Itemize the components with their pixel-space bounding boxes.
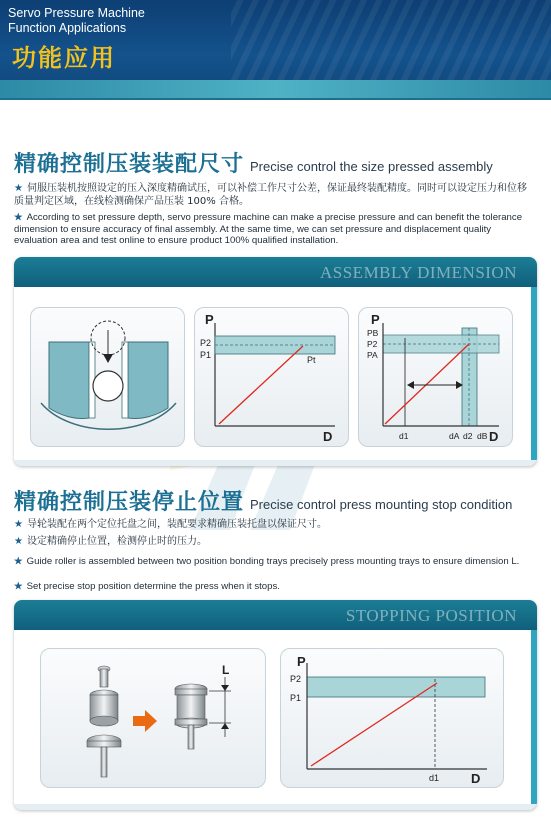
section2-bullet-cn1-text: 导轮装配在两个定位托盘之间，装配要求精确压装托盘以保证尺寸。 xyxy=(26,519,327,530)
section1-bullet-cn xyxy=(14,182,536,208)
header-title-en-line2: Function Applications xyxy=(8,21,127,35)
pressure-chart-1-svg xyxy=(195,308,349,447)
header-bottom-band xyxy=(0,80,551,100)
star-icon: ★ xyxy=(14,212,23,223)
chart1-y-label: P xyxy=(205,312,214,327)
panel-bottom-bar xyxy=(14,460,537,466)
panel-accent-bar xyxy=(531,287,537,466)
stop-chart-y-label: P xyxy=(297,654,306,669)
chart1-pt-label: Pt xyxy=(307,355,316,365)
chart2-da-label: dA xyxy=(449,431,460,441)
section2-title xyxy=(14,485,512,516)
stop-chart-p2-label: P2 xyxy=(290,674,302,684)
header-title-cn: 功能应用 xyxy=(12,44,116,72)
chart2-x-label: D xyxy=(489,429,499,444)
pressure-chart-2 xyxy=(358,307,513,447)
chart2-pb-label: PB xyxy=(367,328,379,338)
star-icon: ★ xyxy=(14,536,23,547)
section1-title-cn: 精确控制压装装配尺寸 xyxy=(14,152,245,177)
stop-chart-d1-label: d1 xyxy=(429,773,440,783)
roller-press-drawing xyxy=(41,649,266,788)
stop-position-chart-svg xyxy=(281,649,504,788)
panel-accent-bar xyxy=(531,630,537,810)
chart1-p2-label: P2 xyxy=(200,338,212,348)
chart2-d2-label: d2 xyxy=(463,431,473,441)
chart2-d1-label: d1 xyxy=(399,431,409,441)
chart2-p2-label: P2 xyxy=(367,339,378,349)
star-icon: ★ xyxy=(14,519,23,530)
stop-position-chart xyxy=(280,648,504,788)
section2-bullet-cn2 xyxy=(14,535,536,548)
roller-illustration xyxy=(40,648,266,788)
stopping-position-panel xyxy=(14,600,537,810)
section2-title-en: Precise control press mounting stop condition xyxy=(250,497,513,512)
section1-bullet-cn-text: 伺服压装机按照设定的压入深度精确试压，可以补偿工作尺寸公差，保证最终装配精度。同时可以设定压力和位移质量判定区域，在线检测确保产品压装 100% 合格。 xyxy=(14,183,527,207)
assembly-dimension-panel xyxy=(14,257,537,466)
dimension-l-label: L xyxy=(222,663,230,677)
panel-title: STOPPING POSITION xyxy=(345,606,517,625)
chart2-db-label: dB xyxy=(477,431,488,441)
section2-title-cn: 精确控制压装停止位置 xyxy=(14,490,245,515)
chart2-pa-label: PA xyxy=(367,350,378,360)
header-bottom-line xyxy=(0,98,551,100)
panel-bottom-bar xyxy=(14,804,537,810)
section1-bullet-en-text: According to set pressure depth, servo pressure machine can make a precise pressure and can benefit the tolerance dimension to ensure accuracy of final assembly. At the same time, we can set pressure and displacement quality evaluation area and test online to ensure product 100% qualified installation. xyxy=(14,212,523,246)
header-title-en-line1: Servo Pressure Machine xyxy=(8,6,145,20)
section1-bullet-en xyxy=(14,212,536,247)
header-banner xyxy=(0,0,551,100)
star-icon: ★ xyxy=(14,183,23,194)
star-icon: ★ xyxy=(14,556,23,567)
chart2-y-label: P xyxy=(371,312,380,327)
section2-bullet-en2-text: Set precise stop position determine the press when it stops. xyxy=(26,581,280,592)
chart1-p1-label: P1 xyxy=(200,350,212,360)
assembly-illustration xyxy=(30,307,185,447)
ball-press-drawing xyxy=(31,308,185,447)
section1-title-en: Precise control the size pressed assembly xyxy=(250,159,493,174)
section2-bullet-cn1 xyxy=(14,518,536,531)
pressure-chart-1 xyxy=(194,307,349,447)
chart1-x-label: D xyxy=(323,429,333,444)
section2-bullet-cn2-text: 设定精确停止位置，检测停止时的压力。 xyxy=(26,536,207,547)
stop-chart-x-label: D xyxy=(471,771,481,786)
section1-title xyxy=(14,147,493,178)
star-icon: ★ xyxy=(14,581,23,592)
stop-chart-p1-label: P1 xyxy=(290,693,302,703)
section2-bullet-en1 xyxy=(14,556,536,568)
section2-bullet-en2 xyxy=(14,581,536,593)
panel-title: ASSEMBLY DIMENSION xyxy=(320,263,517,282)
section2-bullet-en1-text: Guide roller is assembled between two position bonding trays precisely press mounting trays to ensure dimension L. xyxy=(26,556,520,567)
pressure-chart-2-svg xyxy=(359,308,513,447)
